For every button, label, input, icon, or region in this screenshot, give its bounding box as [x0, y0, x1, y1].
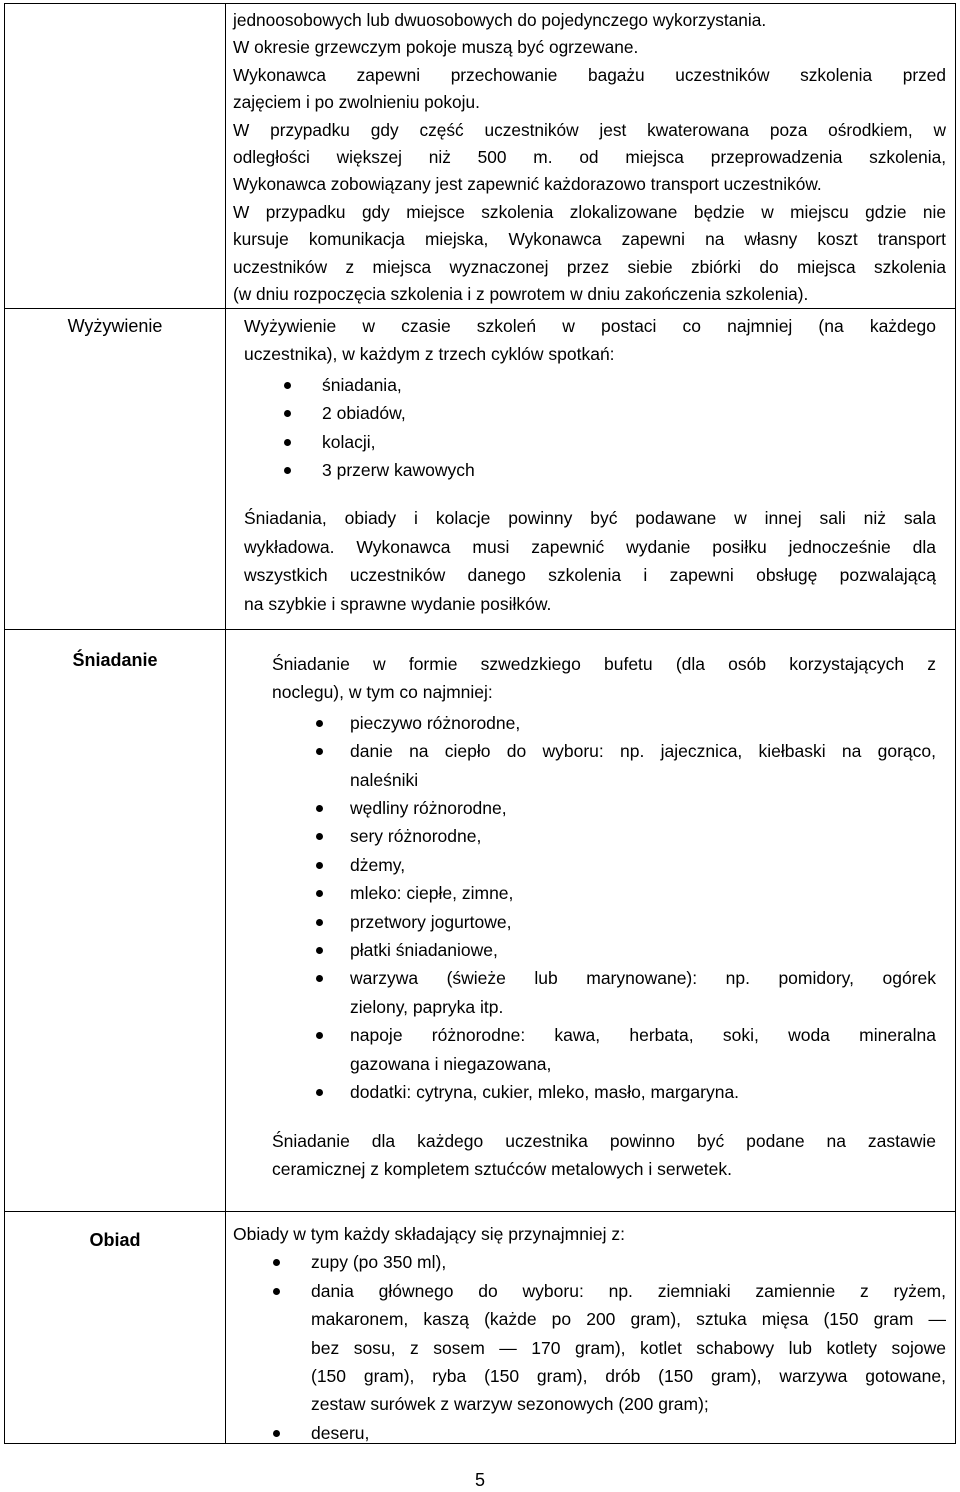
text-line: uczestników z miejsca wyznaczonej przez siebie zbiórki do miejsca szkolenia [233, 256, 946, 277]
list-item-text: 2 obiadów, [322, 403, 406, 424]
text-line: wykładowa. Wykonawca musi zapewnić wydanie posiłku jednocześnie dla [244, 536, 936, 557]
row-label-sniadanie: Śniadanie [72, 650, 158, 670]
bullet-icon [316, 833, 323, 840]
bullet-icon [316, 805, 323, 812]
text-line: kursuje komunikacja miejska, Wykonawca zapewni na własny koszt transport [233, 229, 946, 250]
list-item-text: naleśniki [350, 769, 419, 790]
list-item [233, 1277, 946, 1419]
bullet-icon [316, 947, 323, 954]
list-item-text: płatki śniadaniowe, [350, 940, 498, 961]
text-line: zajęciem i po zwolnieniu pokoju. [233, 92, 480, 113]
text-line: W przypadku gdy część uczestników jest kwaterowana poza ośrodkiem, w [233, 119, 946, 140]
list-item-text: śniadania, [322, 374, 402, 395]
column-divider [225, 4, 226, 1443]
list-item [244, 428, 936, 456]
text-line: W przypadku gdy miejsce szkolenia zlokalizowane będzie w miejscu gdzie nie [233, 201, 946, 222]
bullet-icon [284, 467, 291, 474]
list-item-text: kolacji, [322, 431, 376, 452]
text-line: jednoosobowych lub dwuosobowych do pojedynczego wykorzystania. [233, 10, 767, 30]
list-item [272, 1078, 936, 1106]
text-line: W okresie grzewczym pokoje muszą być ogrzewane. [233, 37, 639, 58]
list-item [272, 737, 936, 794]
list-item-text: dania głównego do wyboru: np. ziemniaki zamiennie z ryżem, [311, 1280, 946, 1301]
bullet-icon [316, 748, 323, 755]
wyzywienie-content [244, 312, 936, 618]
list-item [272, 794, 936, 822]
list-item [272, 964, 936, 1021]
list-item [272, 709, 936, 737]
list-item-text: bez sosu, z sosem — 170 gram), kotlet schabowy lub kotlety sojowe [311, 1337, 946, 1358]
text-line: Wyżywienie w czasie szkoleń w postaci co najmniej (na każdego [244, 316, 936, 336]
list-item-text: deseru, [311, 1422, 370, 1443]
bullet-icon [316, 975, 323, 982]
text-line: Śniadania, obiady i kolacje powinny być podawane w innej sali niż sala [244, 508, 936, 529]
list-item-text: (150 gram), ryba (150 gram), drób (150 gram), warzywa gotowane, [311, 1366, 946, 1387]
bullet-icon [273, 1430, 280, 1437]
list-item-text: makaronem, kaszą (każde po 200 gram), sztuka mięsa (150 gram — [311, 1309, 946, 1330]
sniadanie-content [272, 650, 936, 1183]
bullet-icon [316, 919, 323, 926]
text-line: uczestnika), w każdym z trzech cyklów spotkań: [244, 344, 615, 365]
list-item-text: wędliny różnorodne, [350, 798, 507, 819]
page-number: 5 [474, 1470, 485, 1490]
list-item-text: warzywa (świeże lub marynowane): np. pomidory, ogórek [350, 968, 936, 989]
row-label-wyzywienie: Wyżywienie [67, 316, 163, 336]
text-line: Wykonawca zobowiązany jest zapewnić każdorazowo transport uczestników. [233, 174, 822, 195]
text-line: wszystkich uczestników danego szkolenia i zapewni obsługę pozwalającą [244, 565, 936, 586]
list-item [244, 399, 936, 427]
text-line: (w dniu rozpoczęcia szkolenia i z powrotem w dniu zakończenia szkolenia). [233, 284, 809, 305]
list-item-text: napoje różnorodne: kawa, herbata, soki, woda mineralna [350, 1025, 936, 1046]
list-item-text: zielony, papryka itp. [350, 996, 504, 1017]
list-item-text: mleko: ciepłe, zimne, [350, 883, 514, 904]
text-line: odległości większej niż 500 m. od miejsca przeprowadzenia szkolenia, [233, 147, 946, 168]
text-line: ceramicznej z kompletem sztućców metalowych i serwetek. [272, 1158, 733, 1179]
list-item [272, 1021, 936, 1078]
text-line: Wykonawca zapewni przechowanie bagażu uczestników szkolenia przed [233, 64, 946, 85]
text-line: Śniadanie w formie szwedzkiego bufetu (dla osób korzystających z [272, 654, 936, 674]
text-line: na szybkie i sprawne wydanie posiłków. [244, 593, 552, 614]
list-item-text: gazowana i niegazowana, [350, 1053, 552, 1074]
row-label-obiad: Obiad [89, 1230, 141, 1250]
bullet-icon [284, 410, 291, 417]
list-item [233, 1248, 946, 1276]
bullet-icon [284, 382, 291, 389]
list-item-text: dżemy, [350, 854, 406, 875]
accommodation-text [233, 7, 946, 308]
list-item-text: przetwory jogurtowe, [350, 911, 512, 932]
list-item [272, 822, 936, 850]
list-item [244, 371, 936, 399]
list-item-text: danie na ciepło do wyboru: np. jajecznica, kiełbaski na gorąco, [350, 741, 936, 762]
list-item-text: dodatki: cytryna, cukier, mleko, masło, margaryna. [350, 1082, 740, 1103]
row-divider-obiad [5, 1211, 955, 1212]
requirements-table [4, 3, 956, 1444]
list-item [272, 851, 936, 879]
row-divider-sniadanie [5, 629, 955, 630]
bullet-icon [316, 862, 323, 869]
list-item-text: pieczywo różnorodne, [350, 712, 521, 733]
text-line: Obiady w tym każdy składający się przynajmniej z: [233, 1224, 625, 1244]
bullet-icon [273, 1288, 280, 1295]
bullet-icon [273, 1259, 280, 1266]
bullet-icon [316, 1032, 323, 1039]
bullet-icon [316, 720, 323, 727]
list-item-text: sery różnorodne, [350, 826, 482, 847]
list-item [272, 879, 936, 907]
list-item [272, 908, 936, 936]
list-item-text: 3 przerw kawowych [322, 460, 475, 481]
bullet-icon [316, 890, 323, 897]
list-item-text: zupy (po 350 ml), [311, 1252, 447, 1273]
list-item [233, 1419, 946, 1447]
text-line: noclegu), w tym co najmniej: [272, 682, 493, 703]
list-item-text: zestaw surówek z warzyw sezonowych (200 gram); [311, 1394, 709, 1415]
list-item [272, 936, 936, 964]
text-line: Śniadanie dla każdego uczestnika powinno być podane na zastawie [272, 1130, 936, 1151]
bullet-icon [284, 439, 291, 446]
obiad-content [233, 1220, 946, 1447]
bullet-icon [316, 1089, 323, 1096]
list-item [244, 456, 936, 484]
